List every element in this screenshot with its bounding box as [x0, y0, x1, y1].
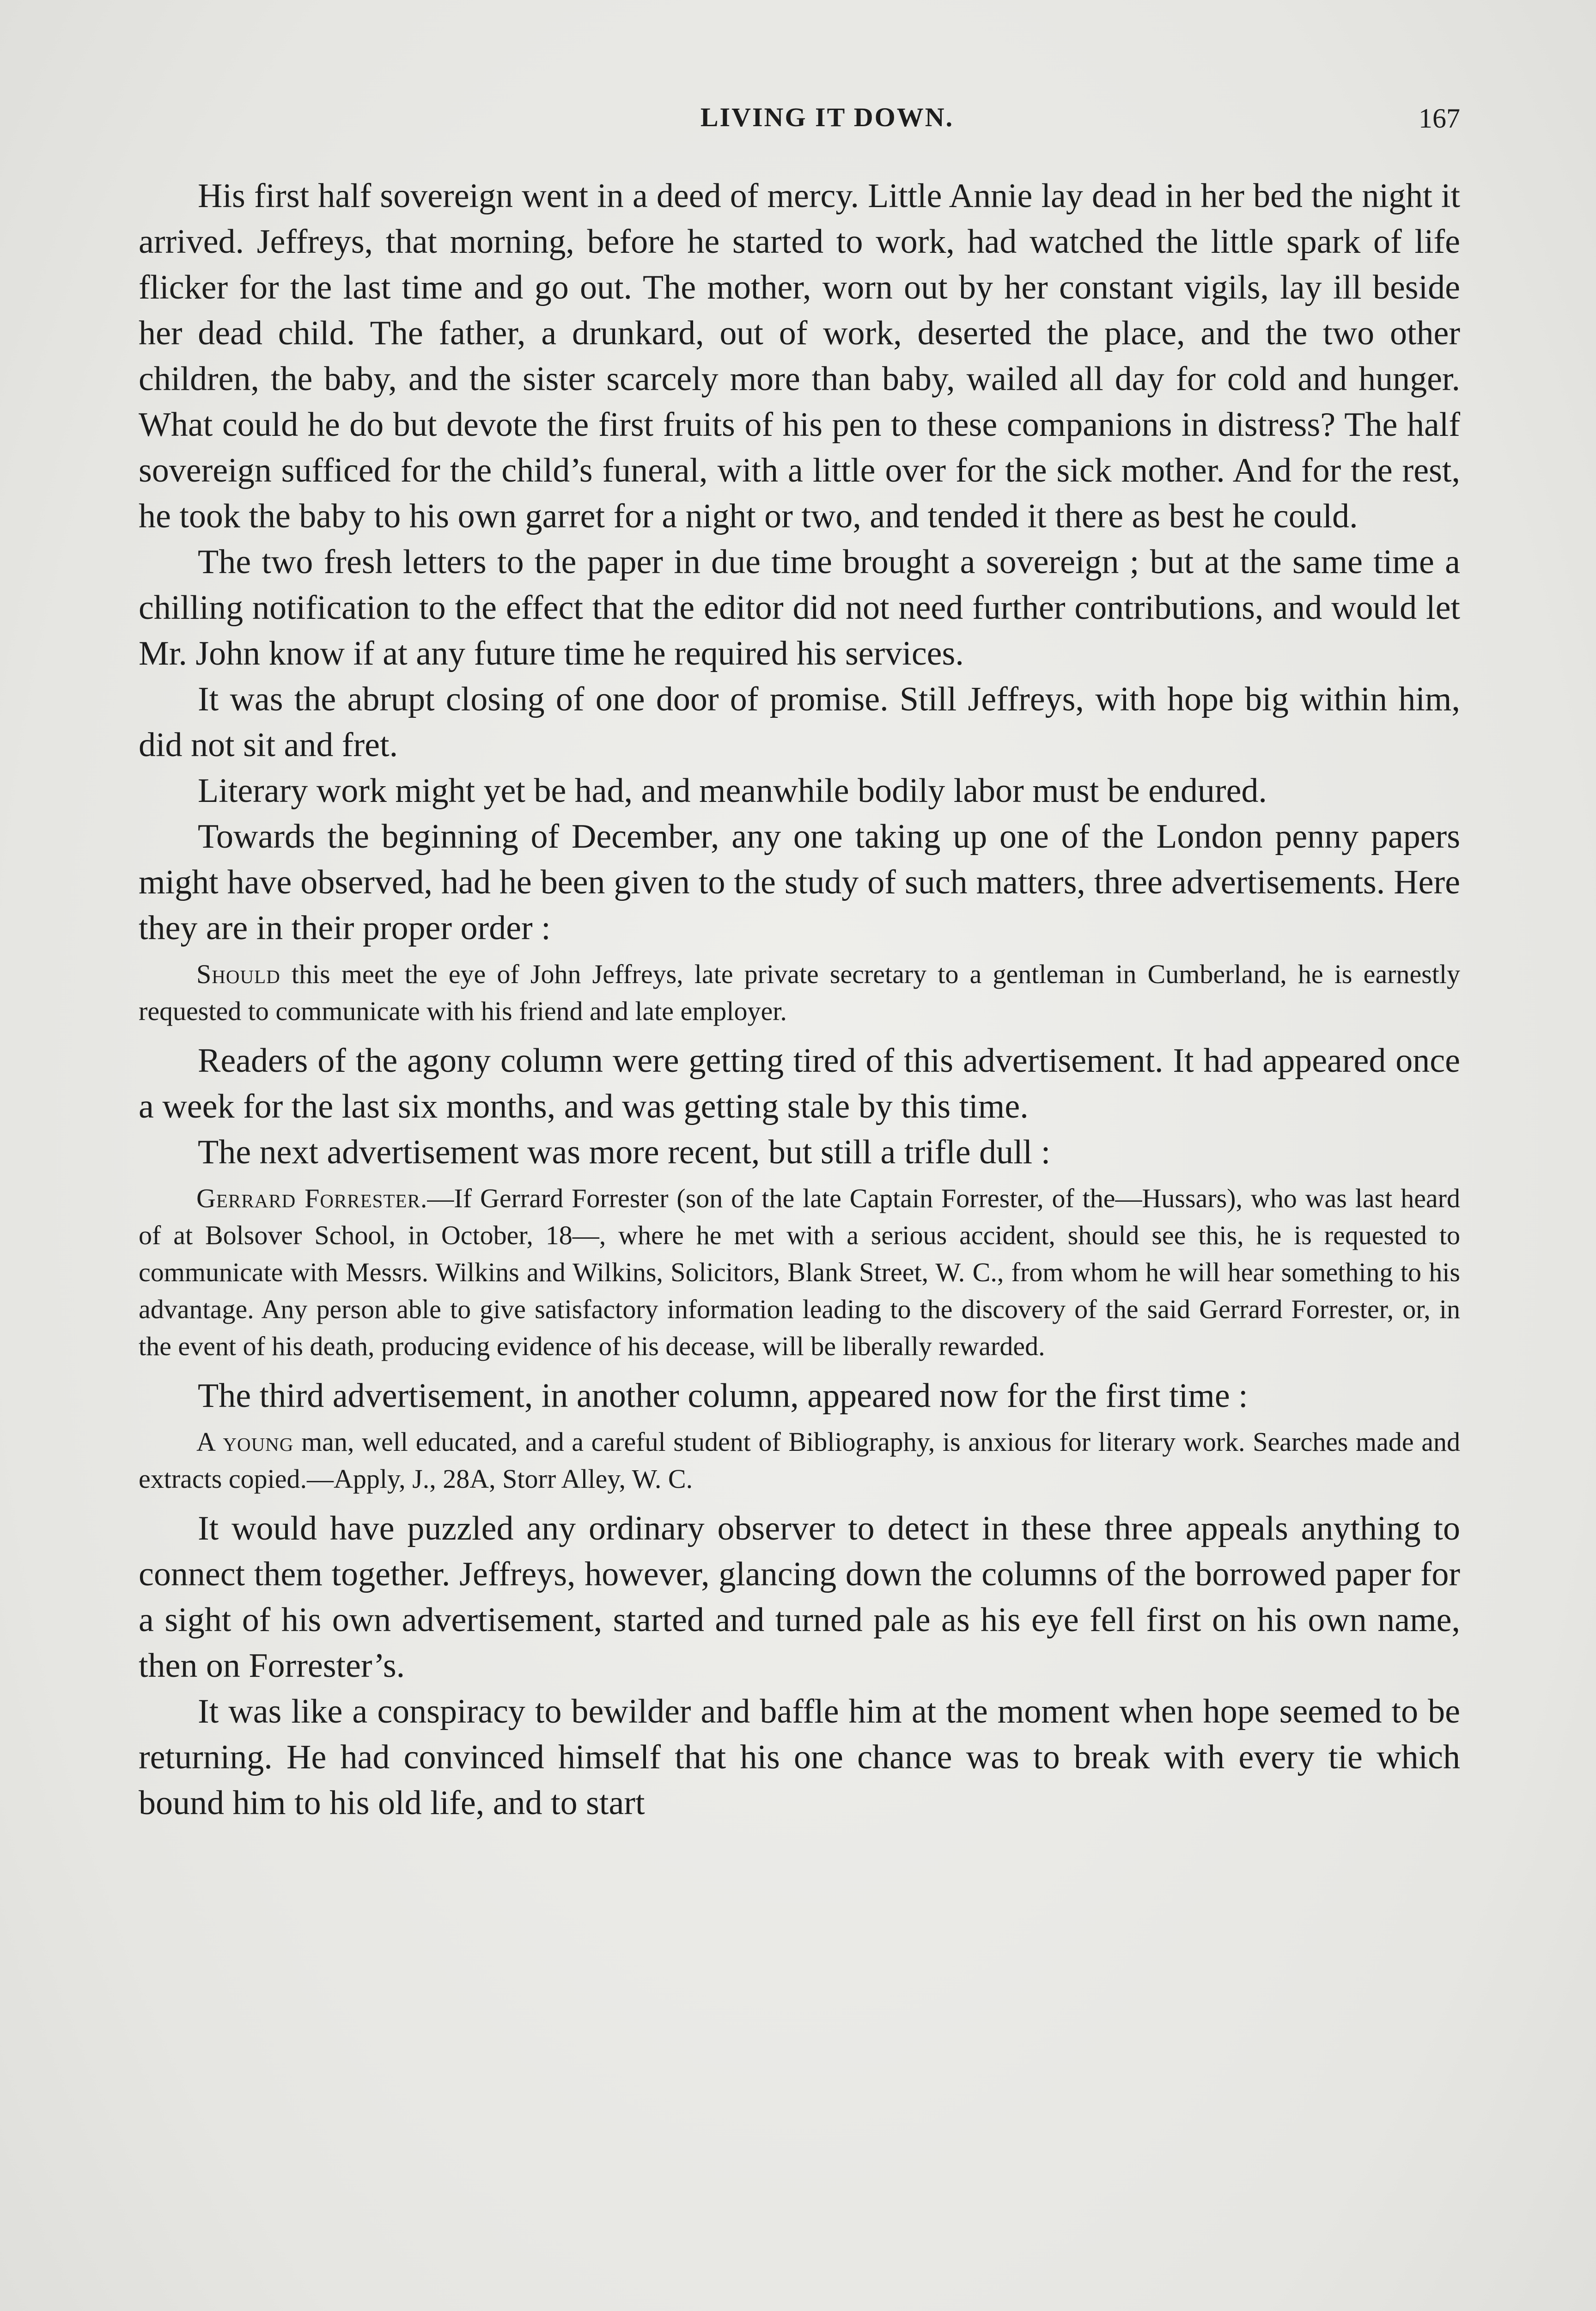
paragraph: Readers of the agony column were getting tired of this advertisement. It had appeared once a week for the last six months, and was getting stale by this time.	[139, 1042, 1460, 1125]
paragraph: His first half sovereign went in a deed of mercy. Little Annie lay dead in her bed the night it arrived. Jeffreys, that morning, before he started to work, had watched the little spark of life flicker for the last time and go out. The mother, worn out by her constant vigils, lay ill beside her dead child. The father, a drunkard, out of work, deserted the place, and the two other children, the baby, and the sister scarcely more than baby, wailed all day for cold and hunger. What could he do but devote the first fruits of his pen to these companions in distress? The half sovereign sufficed for the child’s funeral, with a little over for the sick mother. And for the rest, he took the baby to his own garret for a night or two, and tended it there as best he could.	[139, 177, 1460, 535]
page-number: 167	[1419, 103, 1460, 134]
advertisement-text: .—If Gerrard Forrester (son of the late Captain Forrester, of the—Hussars), who was last heard of at Bolsover School, in October, 18—, where he met with a serious accident, should see this, he is requested to communicate with Messrs. Wilkins and Wilkins, Solicitors, Blank Street, W. C., from whom he will hear something to his advantage. Any person able to give satisfactory information leading to the discovery of the said Gerrard Forrester, or, in the event of his death, producing evidence of his decease, will be liberally rewarded.	[139, 1183, 1460, 1361]
advertisement-forrester	[139, 1180, 1460, 1365]
paragraph: The next advertisement was more recent, but still a trifle dull :	[198, 1133, 1051, 1171]
advertisement-lead: A young	[196, 1427, 294, 1457]
paragraph: Literary work might yet be had, and meanwhile bodily labor must be endured.	[198, 772, 1267, 810]
paragraph: Towards the beginning of December, any one taking up one of the London penny papers might have observed, had he been given to the study of such matters, three advertisements. Here they are in their proper order :	[139, 818, 1460, 947]
advertisement-young-man	[139, 1424, 1460, 1498]
advertisement-lead: Gerrard Forrester	[196, 1183, 420, 1213]
paragraph: It was like a conspiracy to bewilder and baffle him at the moment when hope seemed to be returning. He had convinced himself that his one chance was to break with every tie which bound him to his old life, and to start	[139, 1693, 1460, 1822]
paragraph: It was the abrupt closing of one door of promise. Still Jeffreys, with hope big within him, did not sit and fret.	[139, 680, 1460, 764]
advertisement-text: this meet the eye of John Jeffreys, late private secretary to a gentleman in Cumberland, he is earnestly requested to communicate with his friend and late employer.	[139, 959, 1460, 1026]
advertisement-text: man, well educated, and a careful student of Bibliography, is anxious for literary work. Searches made and extracts copied.—Apply, J., 28A, Storr Alley, W. C.	[139, 1427, 1460, 1494]
advertisement-lead: Should	[196, 959, 280, 989]
paragraph: The two fresh letters to the paper in due time brought a sovereign ; but at the same time a chilling notification to the effect that the editor did not need further contributions, and would let Mr. John know if at any future time he required his services.	[139, 543, 1460, 673]
page-body	[139, 173, 1460, 1826]
page-header	[194, 102, 1460, 143]
paragraph: The third advertisement, in another column, appeared now for the first time :	[198, 1377, 1248, 1415]
advertisement-jeffreys	[139, 956, 1460, 1030]
paragraph: It would have puzzled any ordinary observer to detect in these three appeals anything to connect them together. Jeffreys, however, glancing down the columns of the borrowed paper for a sight of his own advertisement, started and turned pale as his eye fell first on his own name, then on Forrester’s.	[139, 1510, 1460, 1685]
running-head: LIVING IT DOWN.	[700, 102, 954, 132]
